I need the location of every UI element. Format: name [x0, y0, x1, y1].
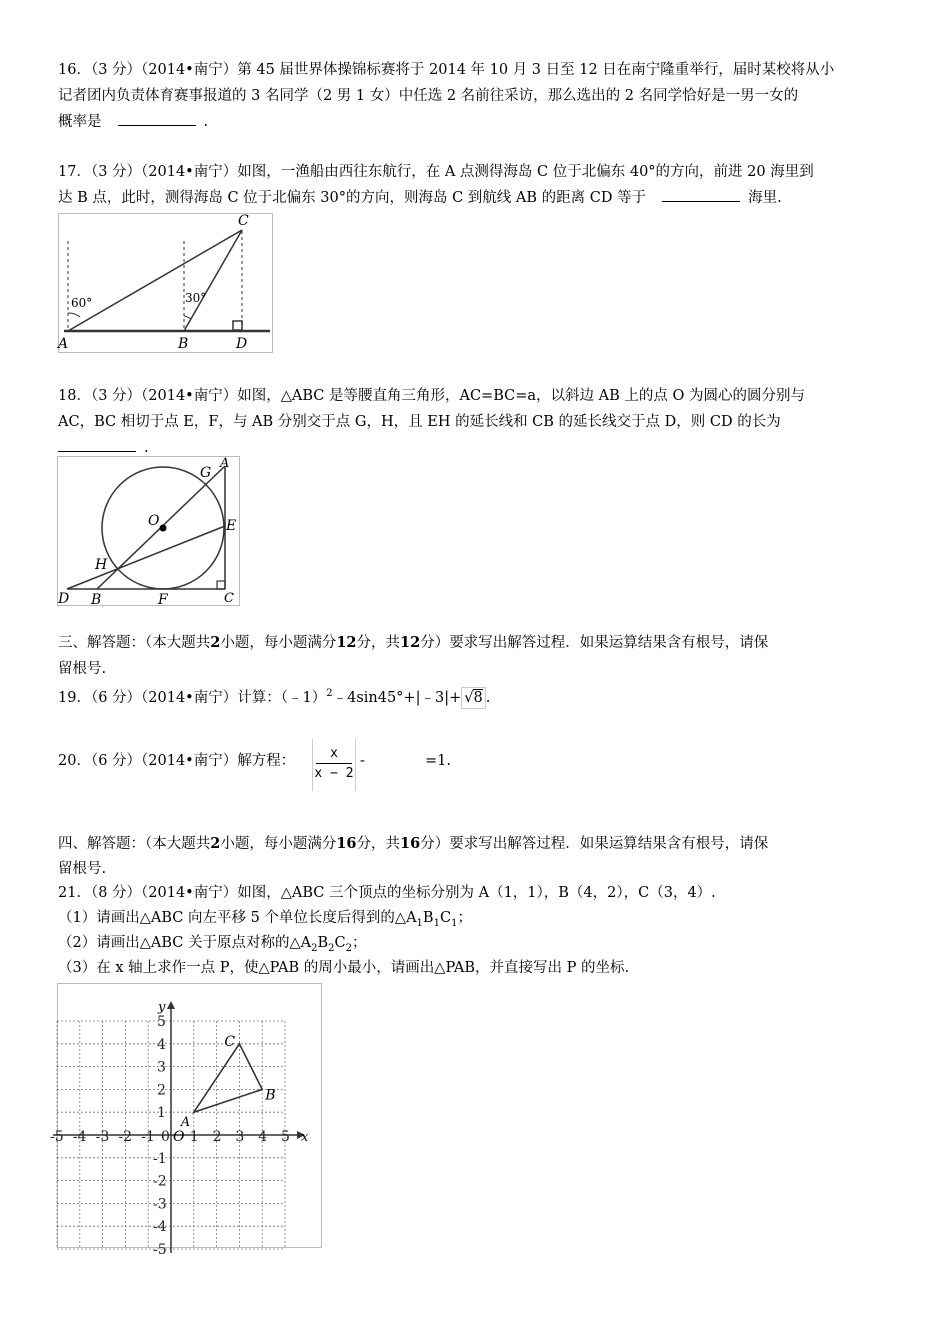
y-tick-label: -1 — [153, 1150, 167, 1167]
q18-point-b: B — [91, 592, 102, 608]
section3-pre: 三、解答题：（本大题共 — [58, 635, 211, 651]
q17-angle-a-label: 60° — [71, 296, 93, 310]
section3-count: 2 — [210, 634, 221, 651]
section3-mid2: 分，共 — [356, 635, 401, 651]
q20-text: 20．（6 分）（2014•南宁）解方程： — [58, 753, 296, 769]
y-tick-label: 3 — [157, 1059, 166, 1076]
q19-sqrt: √8 — [461, 687, 485, 709]
section3-score: 12 — [336, 634, 357, 651]
q18-point-a: A — [220, 456, 230, 471]
q17-line2-pre: 达 B 点，此时，测得海岛 C 位于北偏东 30°的方向，则海岛 C 到航线 AB 的距离 CD 等于 — [58, 190, 647, 206]
x-tick-label: 5 — [281, 1129, 290, 1145]
y-tick-label: -4 — [153, 1219, 167, 1236]
q19-rest: ﹣4sin45°+|﹣3|+ — [332, 689, 462, 706]
q20-line — [58, 749, 898, 773]
y-tick-label: -5 — [153, 1242, 167, 1258]
x-tick-label: -3 — [95, 1129, 110, 1145]
y-tick-label: 4 — [157, 1036, 166, 1053]
q19-text: 19．（6 分）（2014•南宁）计算：（﹣1） — [58, 689, 327, 706]
x-tick-label: -5 — [50, 1129, 64, 1145]
y-tick-label: 5 — [157, 1014, 166, 1030]
q21-sub2-b: B — [317, 935, 329, 951]
q17-point-d: D — [236, 336, 248, 352]
q21-sub2-a-index: 2 — [311, 942, 318, 954]
q21-sub2-pre: （2）请画出△ABC 关于原点对称的△A — [58, 935, 312, 951]
y-axis-label: y — [158, 1000, 166, 1015]
q16-line3 — [58, 110, 898, 134]
q21-sub1-post: ； — [457, 910, 472, 926]
q20-denominator: x − 2 — [314, 766, 354, 781]
q21-sub1-c-index: 1 — [451, 917, 458, 929]
section4-line2: 留根号. — [58, 861, 107, 877]
section4-heading — [58, 832, 898, 856]
q20-minus: - — [360, 753, 365, 769]
x-tick-label: 0 — [161, 1129, 170, 1145]
q16-line2: 记者团内负责体育赛事报道的 3 名同学（2 男 1 女）中任选 2 名前往采访，那么选出的 2 名同学恰好是一男一女的 — [58, 88, 799, 104]
y-tick-label: -2 — [153, 1173, 167, 1190]
q18-figure — [57, 456, 240, 610]
q18-point-h: H — [95, 557, 108, 573]
point-b-label: B — [265, 1087, 276, 1104]
x-tick-label: 4 — [258, 1129, 268, 1145]
x-tick-label: 3 — [235, 1129, 245, 1145]
section4-mid2: 分，共 — [356, 836, 401, 852]
q21-grid-figure — [50, 983, 322, 1258]
q17-point-c: C — [238, 213, 249, 229]
q21-sub1-c: C — [439, 910, 452, 926]
q21-sub1-pre: （1）请画出△ABC 向左平移 5 个单位长度后得到的△A — [58, 910, 417, 926]
point-c-label: C — [224, 1033, 236, 1050]
q21-line1: 21．（8 分）（2014•南宁）如图，△ABC 三个顶点的坐标分别为 A（1，1），B（4，2），C（3，4）. — [58, 885, 716, 901]
x-tick-label: 1 — [189, 1129, 199, 1145]
q17-angle-b-label: 30° — [185, 291, 207, 305]
x-tick-label: -1 — [141, 1129, 155, 1145]
q21-sub2-post: ； — [352, 935, 367, 951]
q19-end: . — [485, 689, 491, 706]
y-tick-label: 2 — [157, 1082, 166, 1099]
q18-point-f: F — [158, 592, 168, 608]
x-tick-label: 2 — [212, 1129, 222, 1145]
q20-numerator: x — [316, 745, 352, 764]
q18-point-c: C — [224, 591, 234, 606]
x-tick-label: -4 — [72, 1129, 87, 1145]
q16-line3-post: . — [203, 114, 209, 130]
q18-line2: AC，BC 相切于点 E，F，与 AB 分别交于点 G，H，且 EH 的延长线和 CB 的延长线交于点 D，则 CD 的长为 — [58, 414, 781, 430]
q21-sub2-b-index: 2 — [328, 942, 335, 954]
section3-post: 分）要求写出解答过程．如果运算结果含有根号，请保 — [420, 635, 769, 651]
q16-line1: 16．（3 分）（2014•南宁）第 45 届世界体操锦标赛将于 2014 年 10 月 3 日至 12 日在南宁隆重举行，届时某校将从小 — [58, 62, 835, 78]
q21-sub1-a-index: 1 — [416, 917, 423, 929]
section4-post: 分）要求写出解答过程．如果运算结果含有根号，请保 — [420, 836, 769, 852]
q18-line1: 18．（3 分）（2014•南宁）如图，△ABC 是等腰直角三角形，AC=BC=a，以斜边 AB 上的点 O 为圆心的圆分别与 — [58, 388, 805, 404]
triangle-abc — [194, 1044, 262, 1112]
section3-line2: 留根号. — [58, 661, 107, 677]
q17-figure — [58, 213, 273, 357]
point-a-label: A — [180, 1115, 191, 1131]
q17-answer-blank[interactable] — [662, 187, 740, 202]
q18-point-d: D — [58, 591, 70, 607]
q18-point-g: G — [200, 465, 212, 481]
section4-total: 16 — [400, 835, 421, 852]
q21-sub1-b-index: 1 — [433, 917, 440, 929]
x-axis-label: x — [301, 1130, 309, 1145]
q21-sub1-b: B — [422, 910, 434, 926]
q17-line1: 17．（3 分）（2014•南宁）如图，一渔船由西往东航行，在 A 点测得海岛 C 位于北偏东 40°的方向，前进 20 海里到 — [58, 164, 814, 180]
q17-line2 — [58, 186, 898, 210]
q19-sqrt-value: 8 — [473, 689, 483, 706]
section4-score: 16 — [336, 835, 357, 852]
q18-point-e: E — [226, 518, 237, 534]
y-axis-arrow — [167, 1001, 175, 1009]
q21-sub3: （3）在 x 轴上求作一点 P，使△PAB 的周小最小，请画出△PAB，并直接写出 P 的坐标. — [58, 960, 630, 976]
section3-heading — [58, 631, 898, 655]
q19-exponent: 2 — [326, 688, 333, 699]
section4-pre: 四、解答题：（本大题共 — [58, 836, 211, 852]
q16-answer-blank[interactable] — [118, 111, 196, 126]
section3-mid: 小题，每小题满分 — [220, 635, 337, 651]
q19-line — [58, 682, 898, 710]
section4-count: 2 — [210, 835, 221, 852]
q17-line2-post: 海里. — [748, 190, 782, 206]
section4-mid: 小题，每小题满分 — [220, 836, 337, 852]
q17-point-a: A — [58, 336, 69, 352]
q18-point-o: O — [148, 513, 160, 529]
q20-equals: =1. — [425, 753, 451, 769]
q20-fraction — [312, 739, 356, 791]
q16-line3-pre: 概率是 — [58, 114, 102, 130]
x-tick-label: -2 — [118, 1129, 133, 1145]
q17-point-b: B — [178, 336, 189, 352]
y-tick-label: -3 — [153, 1196, 167, 1213]
q18-line3-post: . — [144, 440, 149, 456]
q21-sub2-c: C — [334, 935, 346, 951]
q18-answer-blank[interactable] — [58, 437, 136, 452]
section3-total: 12 — [400, 634, 421, 651]
y-tick-label: 1 — [157, 1105, 166, 1122]
q21-sub2-c-index: 2 — [345, 942, 352, 954]
origin-label: O — [173, 1129, 185, 1145]
